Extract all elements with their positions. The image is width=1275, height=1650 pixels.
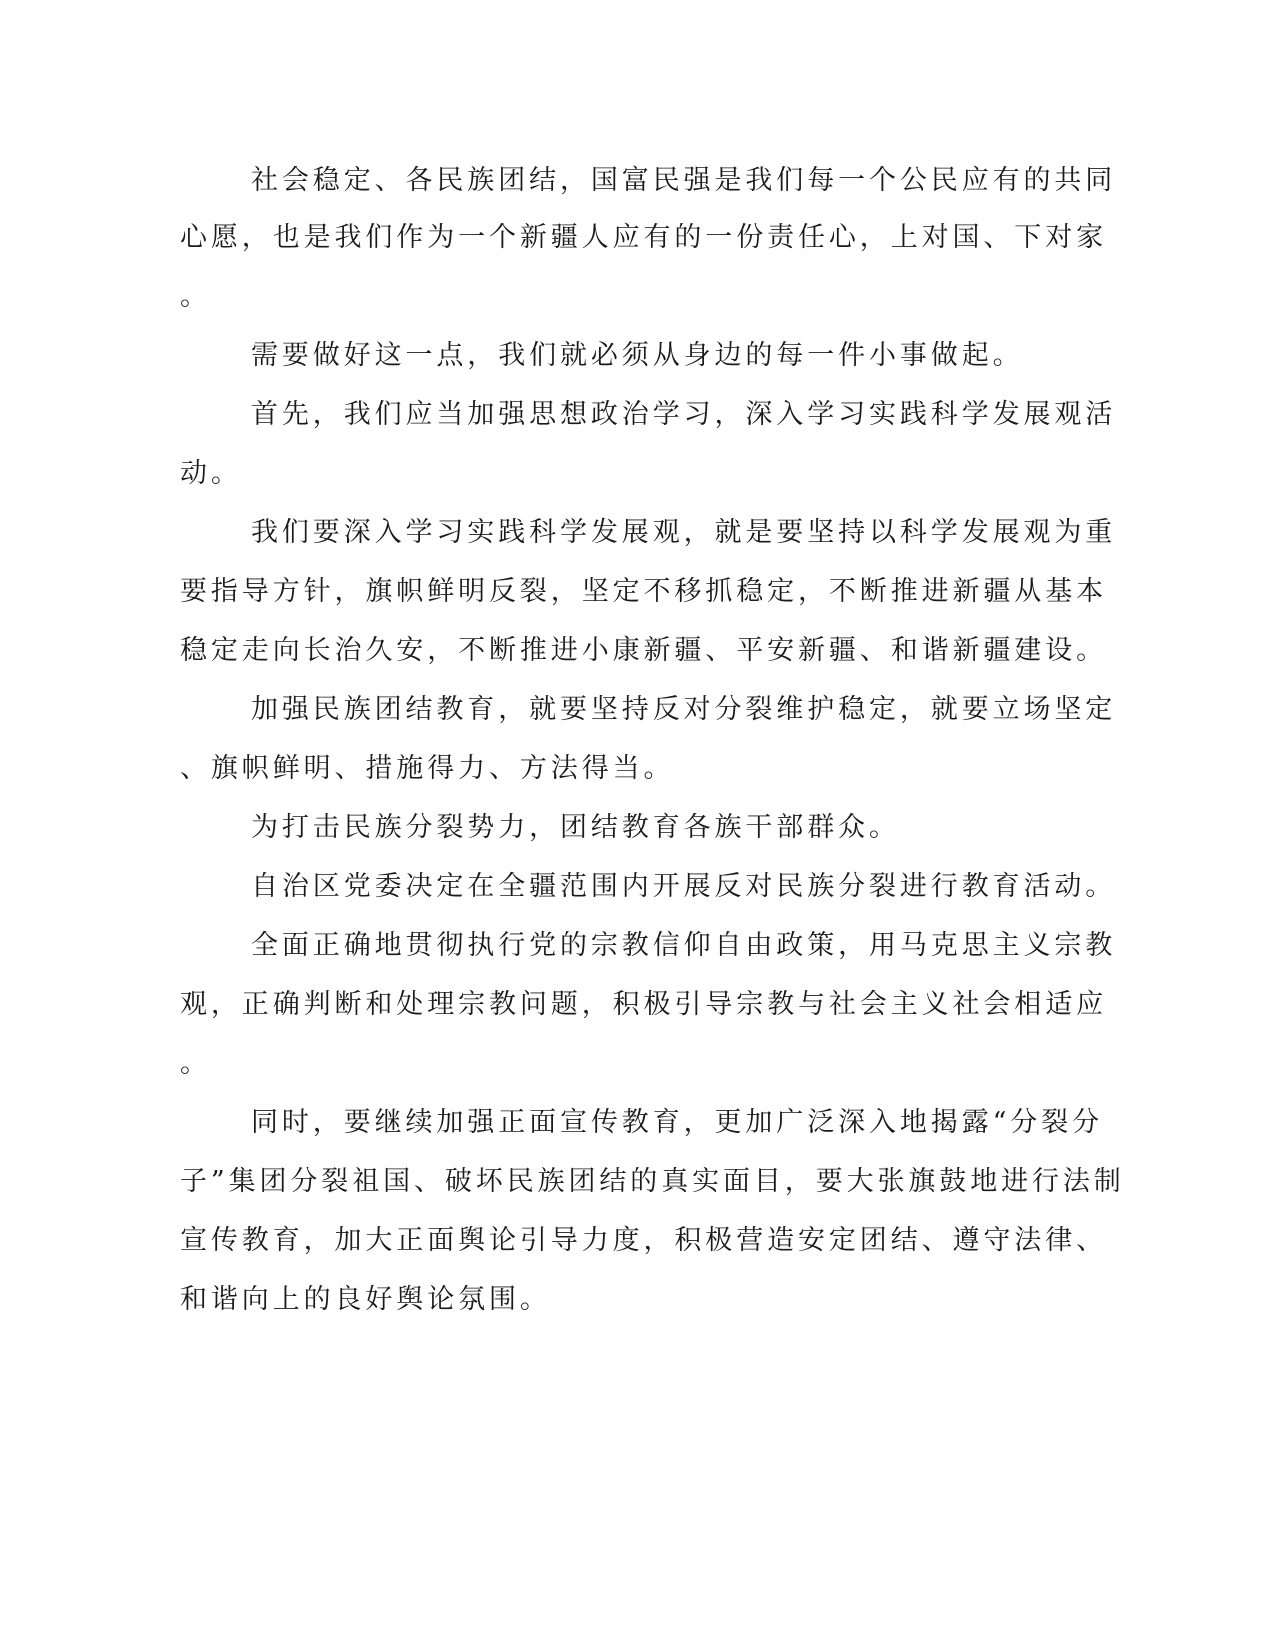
paragraph-6-line-1: 为打击民族分裂势力，团结教育各族干部群众。 <box>251 812 900 843</box>
paragraph-9-line-1: 同时，要继续加强正面宣传教育，更加广泛深入地揭露“分裂分 <box>251 1107 1104 1138</box>
paragraph-5-line-1: 加强民族团结教育，就要坚持反对分裂维护稳定，就要立场坚定 <box>251 694 1117 725</box>
paragraph-4-line-1: 我们要深入学习实践科学发展观，就是要坚持以科学发展观为重 <box>251 517 1117 548</box>
paragraph-9-line-2: 子”集团分裂祖国、破坏民族团结的真实面目，要大张旗鼓地进行法制 <box>180 1166 1125 1197</box>
paragraph-9-line-3: 宣传教育，加大正面舆论引导力度，积极营造安定团结、遵守法律、 <box>180 1225 1107 1256</box>
paragraph-1-line-1: 社会稳定、各民族团结，国富民强是我们每一个公民应有的共同 <box>251 165 1117 196</box>
paragraph-4-line-2: 要指导方针，旗帜鲜明反裂，坚定不移抓稳定，不断推进新疆从基本 <box>180 576 1107 607</box>
paragraph-8-line-1: 全面正确地贯彻执行党的宗教信仰自由政策，用马克思主义宗教 <box>251 930 1117 961</box>
paragraph-2-line-1: 需要做好这一点，我们就必须从身边的每一件小事做起。 <box>251 340 1024 371</box>
paragraph-8-line-2: 观，正确判断和处理宗教问题，积极引导宗教与社会主义社会相适应 <box>180 989 1107 1020</box>
paragraph-3-line-1: 首先，我们应当加强思想政治学习，深入学习实践科学发展观活 <box>251 399 1117 430</box>
paragraph-5-line-2: 、旗帜鲜明、措施得力、方法得当。 <box>180 753 675 784</box>
paragraph-9-line-4: 和谐向上的良好舆论氛围。 <box>180 1284 551 1315</box>
paragraph-8-line-3: 。 <box>180 1048 211 1079</box>
paragraph-3-line-2: 动。 <box>180 458 242 489</box>
paragraph-4-line-3: 稳定走向长治久安，不断推进小康新疆、平安新疆、和谐新疆建设。 <box>180 635 1107 666</box>
paragraph-1-line-3: 。 <box>180 281 211 312</box>
paragraph-7-line-1: 自治区党委决定在全疆范围内开展反对民族分裂进行教育活动。 <box>251 871 1117 902</box>
paragraph-1-line-2: 心愿，也是我们作为一个新疆人应有的一份责任心，上对国、下对家 <box>180 222 1107 253</box>
